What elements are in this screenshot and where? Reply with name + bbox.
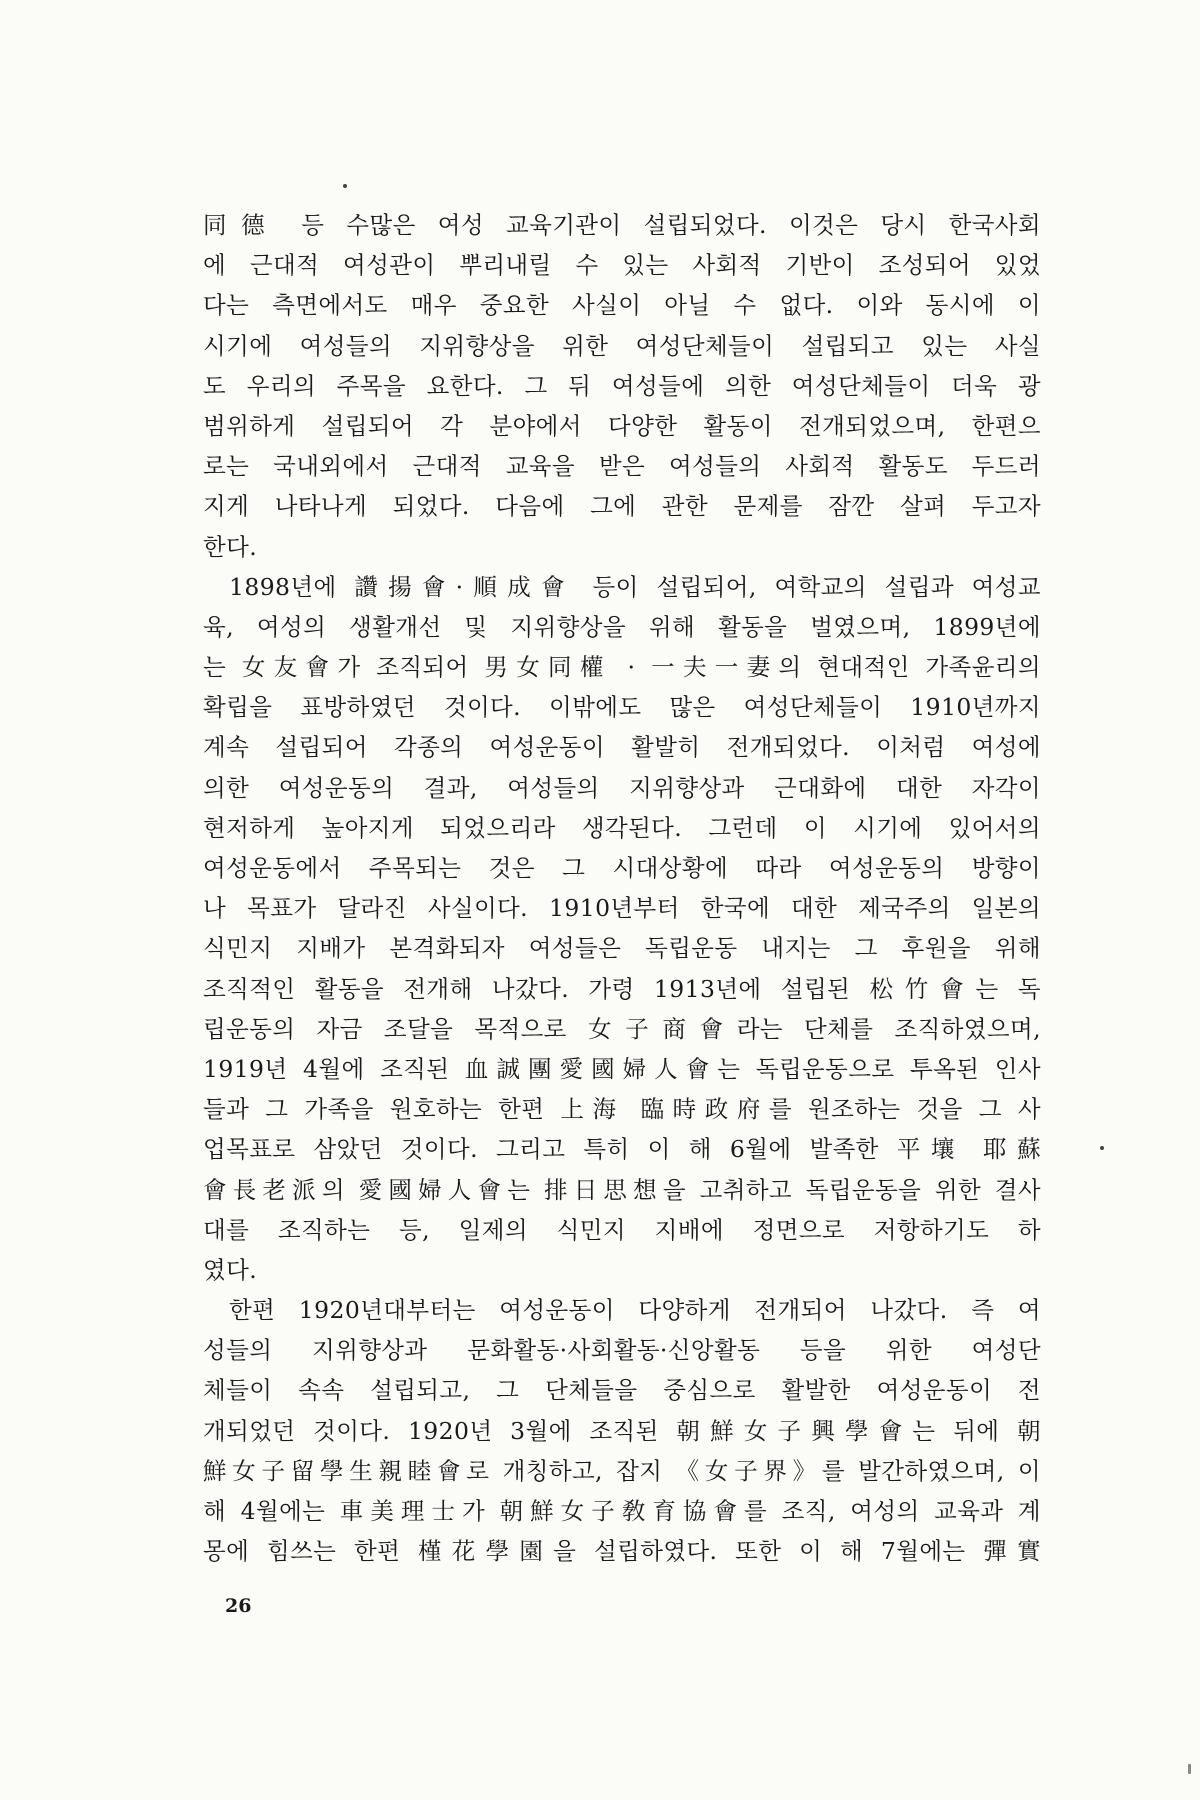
text-line: 계속 설립되어 각종의 여성운동이 활발히 전개되었다. 이처럼 여성에: [203, 733, 1041, 762]
text-line: 립운동의 자금 조달을 목적으로 女子商會라는 단체를 조직하였으며,: [203, 1014, 1041, 1043]
text-line: 시기에 여성들의 지위향상을 위한 여성단체들이 설립되고 있는 사실: [203, 331, 1041, 360]
text-line: 현저하게 높아지게 되었으리라 생각된다. 그런데 이 시기에 있어서의: [203, 813, 1041, 842]
text-line: 의한 여성운동의 결과, 여성들의 지위향상과 근대화에 대한 자각이: [203, 773, 1041, 802]
text-line: 로는 국내외에서 근대적 교육을 받은 여성들의 사회적 활동도 두드러: [203, 452, 1041, 481]
text-line: 鮮女子留學生親睦會로 개칭하고, 잡지 《女子界》를 발간하였으며, 이: [203, 1456, 1041, 1485]
ink-speck: [343, 184, 347, 188]
text-line: 개되었던 것이다. 1920년 3월에 조직된 朝鮮女子興學會는 뒤에 朝: [203, 1416, 1041, 1445]
text-line: 들과 그 가족을 원호하는 한편 上海 臨時政府를 원조하는 것을 그 사: [203, 1095, 1041, 1124]
text-line: 육, 여성의 생활개선 및 지위향상을 위해 활동을 벌였으며, 1899년에: [203, 612, 1041, 641]
text-line: 에 근대적 여성관이 뿌리내릴 수 있는 사회적 기반이 조성되어 있었: [203, 251, 1041, 280]
text-line: 대를 조직하는 등, 일제의 식민지 지배에 정면으로 저항하기도 하: [203, 1215, 1041, 1244]
text-line: 지게 나타나게 되었다. 다음에 그에 관한 문제를 잠깐 살펴 두고자: [203, 492, 1041, 521]
text-line: 몽에 힘쓰는 한편 槿花學園을 설립하였다. 또한 이 해 7월에는 彈實: [203, 1537, 1041, 1566]
text-line: 범위하게 설립되어 각 분야에서 다양한 활동이 전개되었으며, 한편으: [203, 411, 1041, 440]
text-line: 1898년에 讚揚會·順成會 등이 설립되어, 여학교의 설립과 여성교: [229, 572, 1041, 601]
text-line: 체들이 속속 설립되고, 그 단체들을 중심으로 활발한 여성운동이 전: [203, 1376, 1041, 1405]
text-line: 다는 측면에서도 매우 중요한 사실이 아닐 수 없다. 이와 동시에 이: [203, 291, 1041, 320]
text-line: 업목표로 삼았던 것이다. 그리고 특히 이 해 6월에 발족한 平壤 耶蘇: [203, 1135, 1041, 1164]
text-line: 나 목표가 달라진 사실이다. 1910년부터 한국에 대한 제국주의 일본의: [203, 894, 1041, 923]
text-line: 會長老派의 愛國婦人會는 排日思想을 고취하고 독립운동을 위한 결사: [203, 1175, 1041, 1204]
text-line: 여성운동에서 주목되는 것은 그 시대상황에 따라 여성운동의 방향이: [203, 854, 1041, 882]
ink-speck: [1188, 1764, 1191, 1774]
text-line: 도 우리의 주목을 요한다. 그 뒤 여성들에 의한 여성단체들이 더욱 광: [203, 371, 1041, 400]
text-line: 한편 1920년대부터는 여성운동이 다양하게 전개되어 나갔다. 즉 여: [229, 1296, 1041, 1325]
ink-speck: [1100, 1146, 1104, 1150]
text-line: 성들의 지위향상과 문화활동·사회활동·신앙활동 등을 위한 여성단: [203, 1336, 1041, 1365]
text-line: 한다.: [203, 532, 258, 561]
text-line: 확립을 표방하였던 것이다. 이밖에도 많은 여성단체들이 1910년까지: [203, 693, 1041, 722]
text-line: 해 4월에는 車美理士가 朝鮮女子敎育協會를 조직, 여성의 교육과 계: [203, 1497, 1041, 1525]
body-text: [203, 205, 1041, 1571]
page-number: 26: [225, 1595, 252, 1617]
text-line: 同德 등 수많은 여성 교육기관이 설립되었다. 이것은 당시 한국사회: [203, 211, 1041, 239]
text-line: 1919년 4월에 조직된 血誠團愛國婦人會는 독립운동으로 투옥된 인사: [203, 1054, 1041, 1083]
text-line: 였다.: [203, 1255, 258, 1284]
text-line: 식민지 지배가 본격화되자 여성들은 독립운동 내지는 그 후원을 위해: [203, 934, 1041, 963]
text-line: 는 女友會가 조직되어 男女同權 · 一夫一妻의 현대적인 가족윤리의: [203, 653, 1041, 682]
text-line: 조직적인 활동을 전개해 나갔다. 가령 1913년에 설립된 松竹會는 독: [203, 974, 1041, 1003]
